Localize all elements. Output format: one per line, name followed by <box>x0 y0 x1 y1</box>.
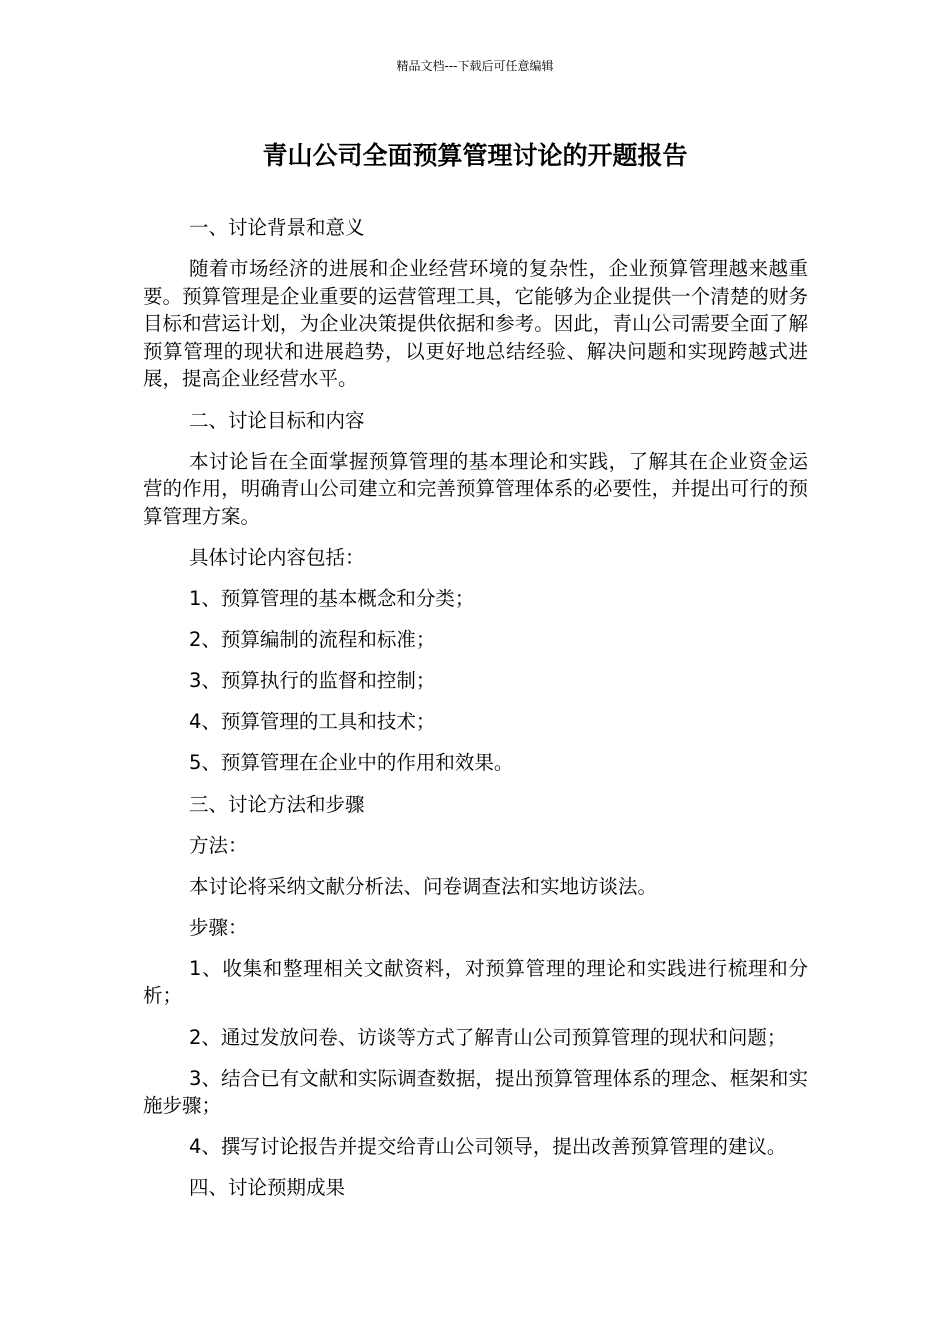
section-heading-methods: 三、讨论方法和步骤 <box>189 792 365 816</box>
step-item: 2、通过发放问卷、访谈等方式了解青山公司预算管理的现状和问题； <box>189 1025 787 1049</box>
document-title: 青山公司全面预算管理讨论的开题报告 <box>262 141 688 170</box>
document-body <box>143 214 808 1216</box>
list-item: 1、预算管理的基本概念和分类； <box>189 587 475 611</box>
list-item: 3、预算执行的监督和控制； <box>189 669 436 693</box>
paragraph-objectives: 本讨论旨在全面掌握预算管理的基本理论和实践，了解其在企业资金运营的作用，明确青山公司建立和完善预算管理体系的必要性，并提出可行的预算管理方案。 <box>143 449 808 528</box>
step-item: 3、结合已有文献和实际调查数据，提出预算管理体系的理念、框架和实施步骤； <box>143 1066 808 1118</box>
step-item: 1、收集和整理相关文献资料，对预算管理的理论和实践进行梳理和分析； <box>143 956 808 1008</box>
content-intro: 具体讨论内容包括： <box>189 545 365 569</box>
step-item: 4、撰写讨论报告并提交给青山公司领导，提出改善预算管理的建议。 <box>189 1135 787 1159</box>
page-header: 精品文档---下载后可任意编辑 <box>396 59 554 73</box>
section-heading-background: 一、讨论背景和意义 <box>189 216 365 239</box>
methods-text: 本讨论将采纳文献分析法、问卷调查法和实地访谈法。 <box>189 874 658 898</box>
section-heading-objectives: 二、讨论目标和内容 <box>189 408 365 432</box>
list-item: 5、预算管理在企业中的作用和效果。 <box>189 751 514 775</box>
paragraph-background: 随着市场经济的进展和企业经营环境的复杂性，企业预算管理越来越重要。预算管理是企业重要的运营管理工具，它能够为企业提供一个清楚的财务目标和营运计划，为企业决策提供依据和参考。因此，青山公司需要全面了解预算管理的现状和进展趋势，以更好地总结经验、解决问题和实现跨越式进展，提高企业经营水平。 <box>143 257 808 391</box>
list-item: 2、预算编制的流程和标准； <box>189 628 436 652</box>
list-item: 4、预算管理的工具和技术； <box>189 710 436 734</box>
methods-label: 方法： <box>189 833 248 857</box>
section-heading-outcomes: 四、讨论预期成果 <box>189 1176 346 1200</box>
steps-label: 步骤： <box>189 915 248 939</box>
